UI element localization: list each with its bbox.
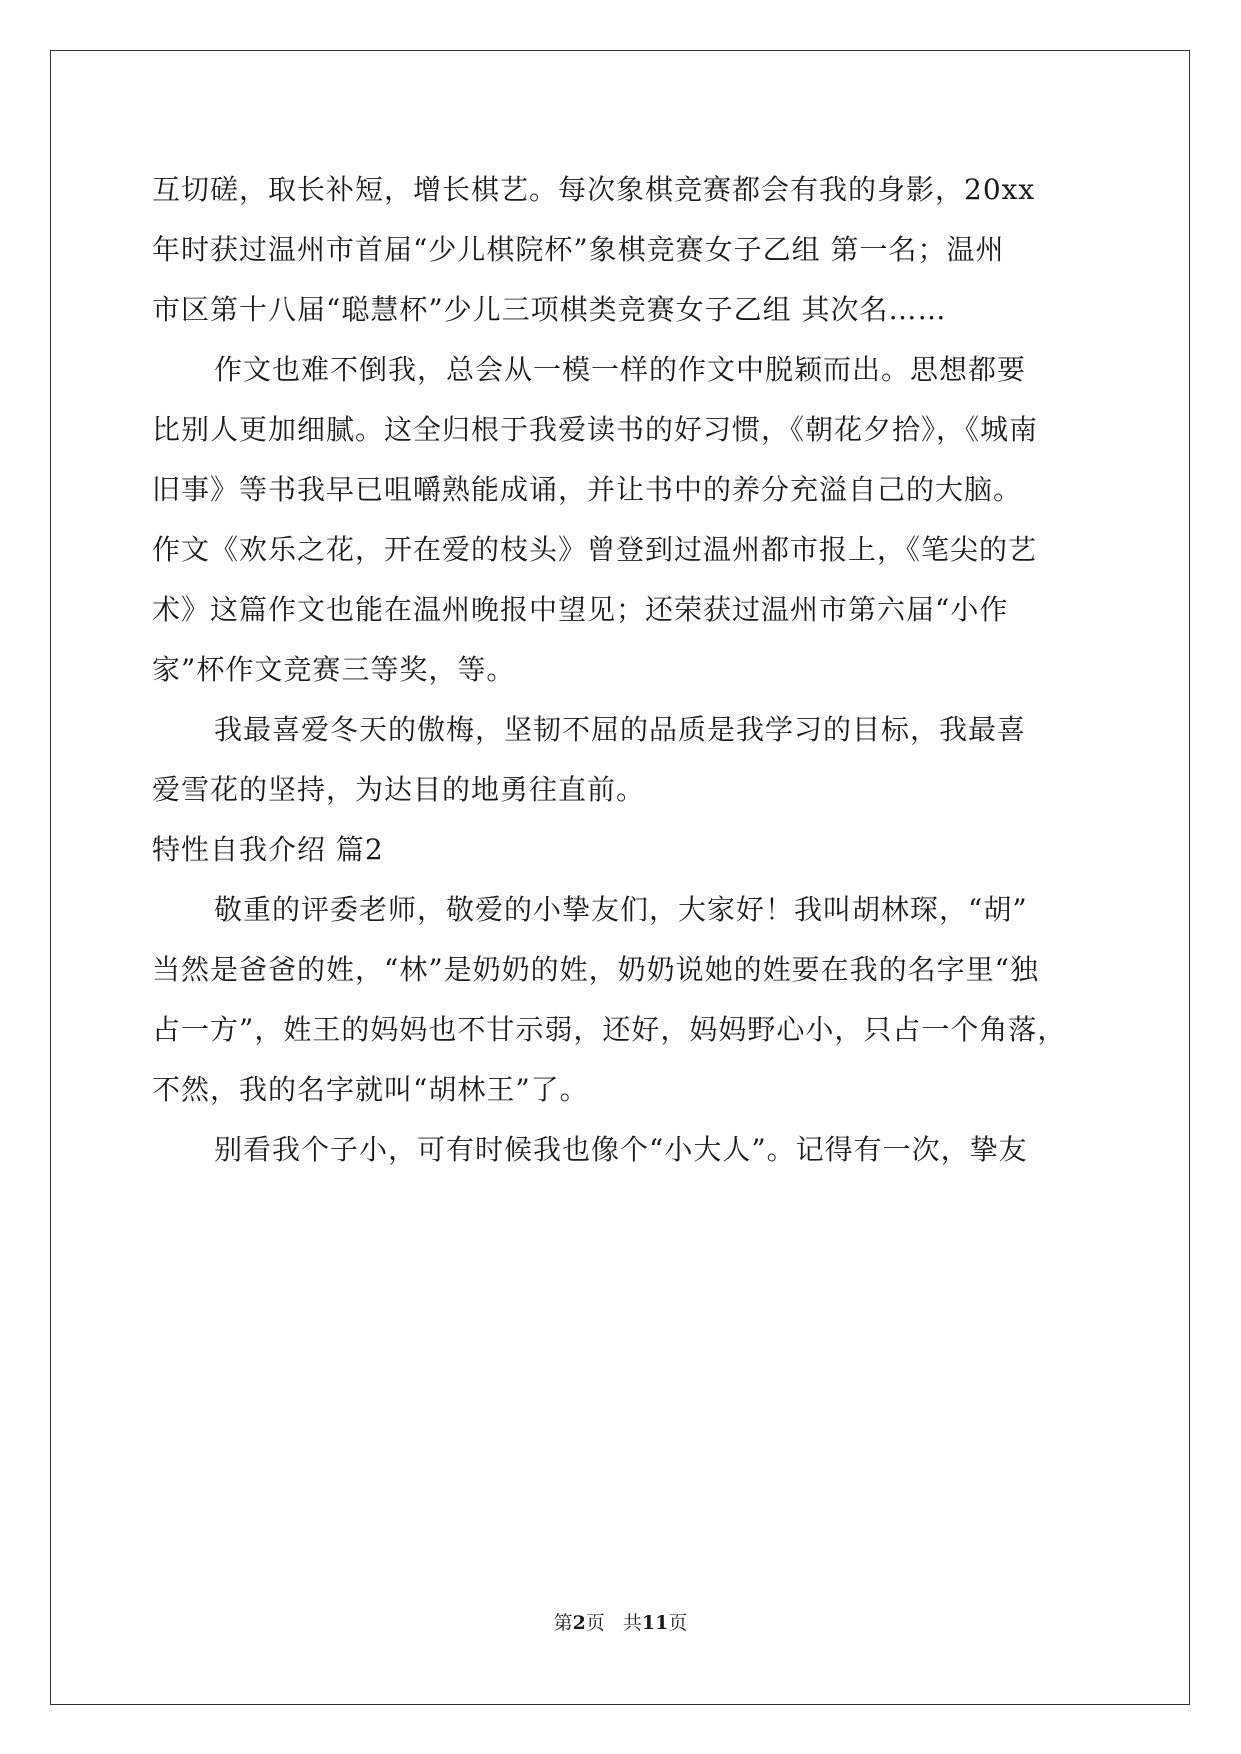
text-line: 占一方”，姓王的妈妈也不甘示弱，还好，妈妈野心小，只占一个角落， [152,1013,1067,1046]
text-line: 年时获过温州市首届“少儿棋院杯”象棋竞赛女子乙组 第一名；温州 [152,233,1005,266]
text-line: 术》这篇作文也能在温州晚报中望见；还荣获过温州市第六届“小作 [152,593,1009,626]
paragraph [152,340,1092,700]
total-pages: 11 [641,1612,669,1634]
paragraph [152,1120,1092,1180]
total-prefix: 共 [622,1612,642,1634]
page-prefix: 第 [553,1612,573,1634]
text-line: 市区第十八届“聪慧杯”少儿三项棋类竞赛女子乙组 其次名…… [152,293,947,326]
total-suffix: 页 [668,1612,688,1634]
paragraph [152,880,1092,1120]
paragraph [152,160,1092,340]
section-heading [152,820,1092,880]
page-suffix: 页 [585,1612,605,1634]
text-line: 我最喜爱冬天的傲梅，坚韧不屈的品质是我学习的目标，我最喜 [214,713,1027,746]
text-line: 不然，我的名字就叫“胡林王”了。 [152,1073,589,1106]
text-line: 爱雪花的坚持，为达目的地勇往直前。 [152,773,646,806]
text-line: 比别人更加细腻。这全归根于我爱读书的好习惯，《朝花夕拾》，《城南 [152,413,1039,446]
text-line: 当然是爸爸的姓，“林”是奶奶的姓，奶奶说她的姓要在我的名字里“独 [152,953,1039,986]
text-line: 敬重的评委老师，敬爱的小挚友们，大家好！我叫胡林琛，“胡” [214,893,1028,926]
page-number: 2 [572,1612,586,1634]
paragraph [152,700,1092,820]
heading-text: 特性自我介绍 篇2 [152,833,384,866]
text-line: 别看我个子小，可有时候我也像个“小大人”。记得有一次，挚友 [214,1133,1028,1166]
text-line: 作文也难不倒我，总会从一模一样的作文中脱颖而出。思想都要 [214,353,1027,386]
document-body [152,160,1092,1180]
text-line: 家”杯作文竞赛三等奖，等。 [152,653,516,686]
text-line: 旧事》等书我早已咀嚼熟能成诵，并让书中的养分充溢自己的大脑。 [152,473,1023,506]
text-line: 作文《欢乐之花，开在爱的枝头》曾登到过温州都市报上，《笔尖的艺 [152,533,1038,566]
page-footer [0,1608,1241,1635]
text-line: 互切磋，取长补短，增长棋艺。每次象棋竞赛都会有我的身影，20xx [152,173,1036,206]
